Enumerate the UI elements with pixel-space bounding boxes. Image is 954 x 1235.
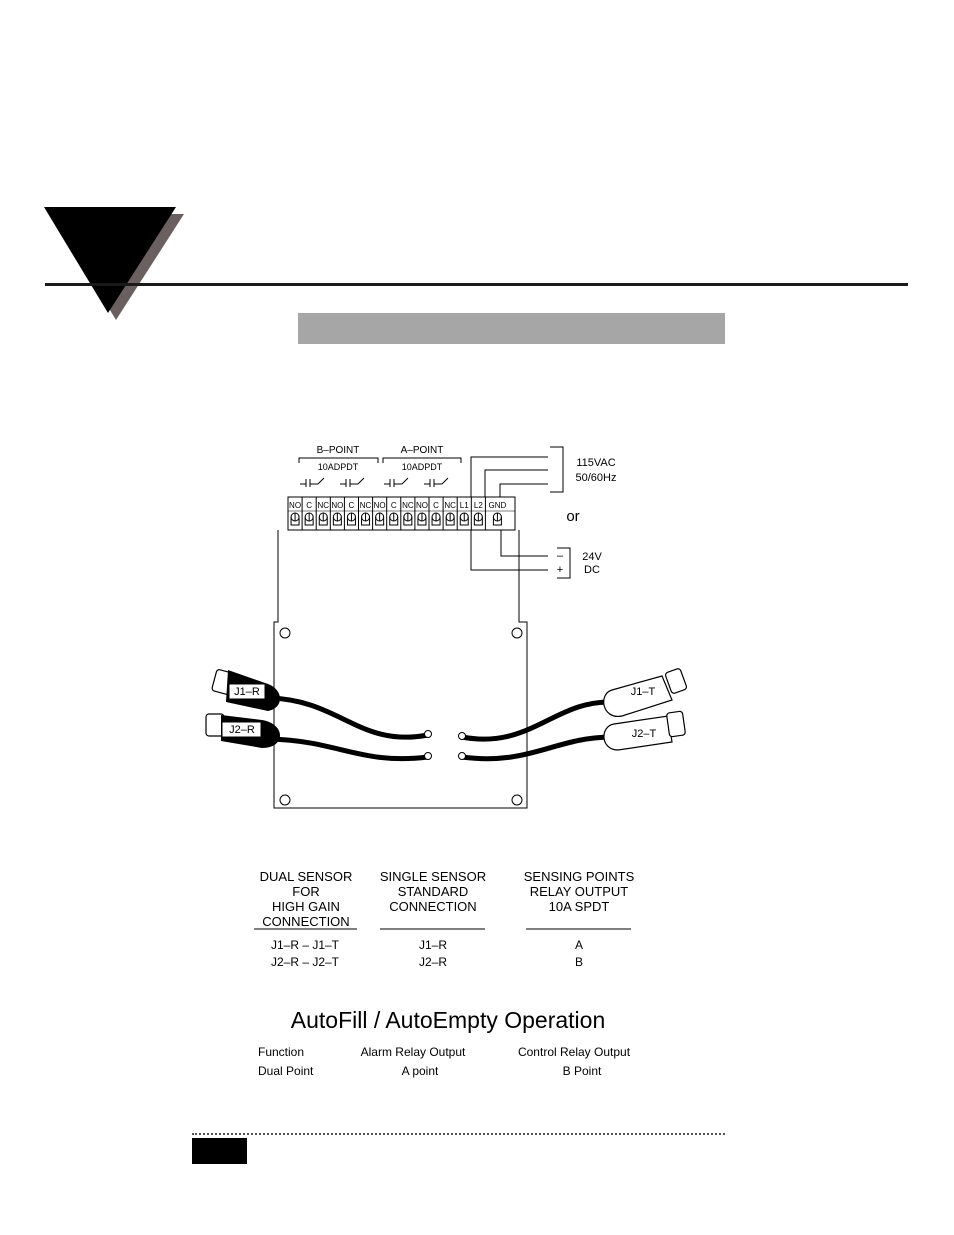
ac-frequency-label: 50/60Hz (575, 472, 617, 484)
j2-r-label: J2–R (229, 724, 255, 736)
operation-title: AutoFill / AutoEmpty Operation (290, 1007, 606, 1033)
circuit-board-outline (274, 530, 527, 808)
col1-line-1: DUAL SENSOR (259, 869, 353, 884)
col3-line-1: SENSING POINTS (523, 869, 635, 884)
connector-j1-r (211, 669, 280, 711)
terminal-block (288, 497, 515, 530)
or-label: or (566, 508, 580, 525)
terminal-label: L1 (459, 501, 469, 510)
row2-col3: B (574, 955, 584, 969)
j2-t-label: J2–T (631, 728, 657, 740)
b-rating-label: 10ADPDT (317, 462, 359, 472)
page-number-tab (192, 1138, 247, 1164)
operation-section (258, 1007, 631, 1078)
connection-table (254, 869, 635, 969)
terminal-label: NO (289, 501, 302, 510)
terminal-label: C (348, 501, 355, 510)
terminal-label: NC (402, 501, 414, 510)
dc-label: DC (584, 564, 600, 576)
connector-j1-t (604, 668, 688, 716)
sensor-cables (270, 698, 612, 759)
operation-header-control: Control Relay Output (517, 1045, 631, 1059)
dc-voltage-label: 24V (582, 551, 602, 563)
header-rule (45, 283, 908, 286)
terminal-label: NO (331, 501, 344, 510)
terminal-label: NC (444, 501, 456, 510)
mounting-holes (280, 628, 522, 805)
connector-j2-r (206, 714, 280, 748)
cable-ends (425, 731, 466, 760)
section-title-bar (298, 313, 725, 344)
b-point-label: B–POINT (316, 445, 360, 456)
col3-line-2: RELAY OUTPUT (529, 884, 629, 899)
row1-col1: J1–R – J1–T (270, 938, 340, 952)
col2-line-1: SINGLE SENSOR (379, 869, 487, 884)
col2-line-3: CONNECTION (389, 899, 477, 914)
a-point-label: A–POINT (400, 445, 444, 456)
terminal-label: GND (488, 501, 507, 510)
col3-line-3: 10A SPDT (548, 899, 610, 914)
j1-t-label: J1–T (630, 686, 656, 698)
row2-col2: J2–R (418, 955, 448, 969)
row1-col3: A (574, 938, 584, 952)
logo-triangle (44, 207, 184, 320)
terminal-label: L2 (473, 501, 483, 510)
terminal-label: C (306, 501, 313, 510)
footer-dotted-rule (192, 1133, 725, 1135)
terminal-label: NO (373, 501, 386, 510)
terminal-label: NC (359, 501, 372, 510)
operation-row-control: B Point (562, 1064, 602, 1078)
row2-col1: J2–R – J2–T (270, 955, 340, 969)
col2-line-2: STANDARD (397, 884, 469, 899)
col1-line-3: HIGH GAIN (272, 899, 340, 914)
row1-col2: J1–R (418, 938, 448, 952)
ac-voltage-label: 115VAC (576, 457, 616, 469)
terminal-label: C (390, 501, 397, 510)
operation-row-function: Dual Point (258, 1064, 314, 1078)
operation-header-alarm: Alarm Relay Output (360, 1045, 466, 1059)
j1-r-label: J1–R (234, 686, 260, 698)
dc-minus-label: – (556, 550, 564, 562)
col1-line-4: CONNECTION (262, 914, 350, 929)
col1-line-2: FOR (292, 884, 320, 899)
relay-contact-symbols (300, 478, 448, 487)
dc-plus-label: + (556, 564, 564, 576)
operation-header-function: Function (258, 1045, 305, 1059)
terminal-label: NC (317, 501, 330, 510)
terminal-label: NO (415, 501, 428, 510)
operation-row-alarm: A point (401, 1064, 439, 1078)
a-rating-label: 10ADPDT (401, 462, 443, 472)
terminal-label: C (433, 501, 439, 510)
